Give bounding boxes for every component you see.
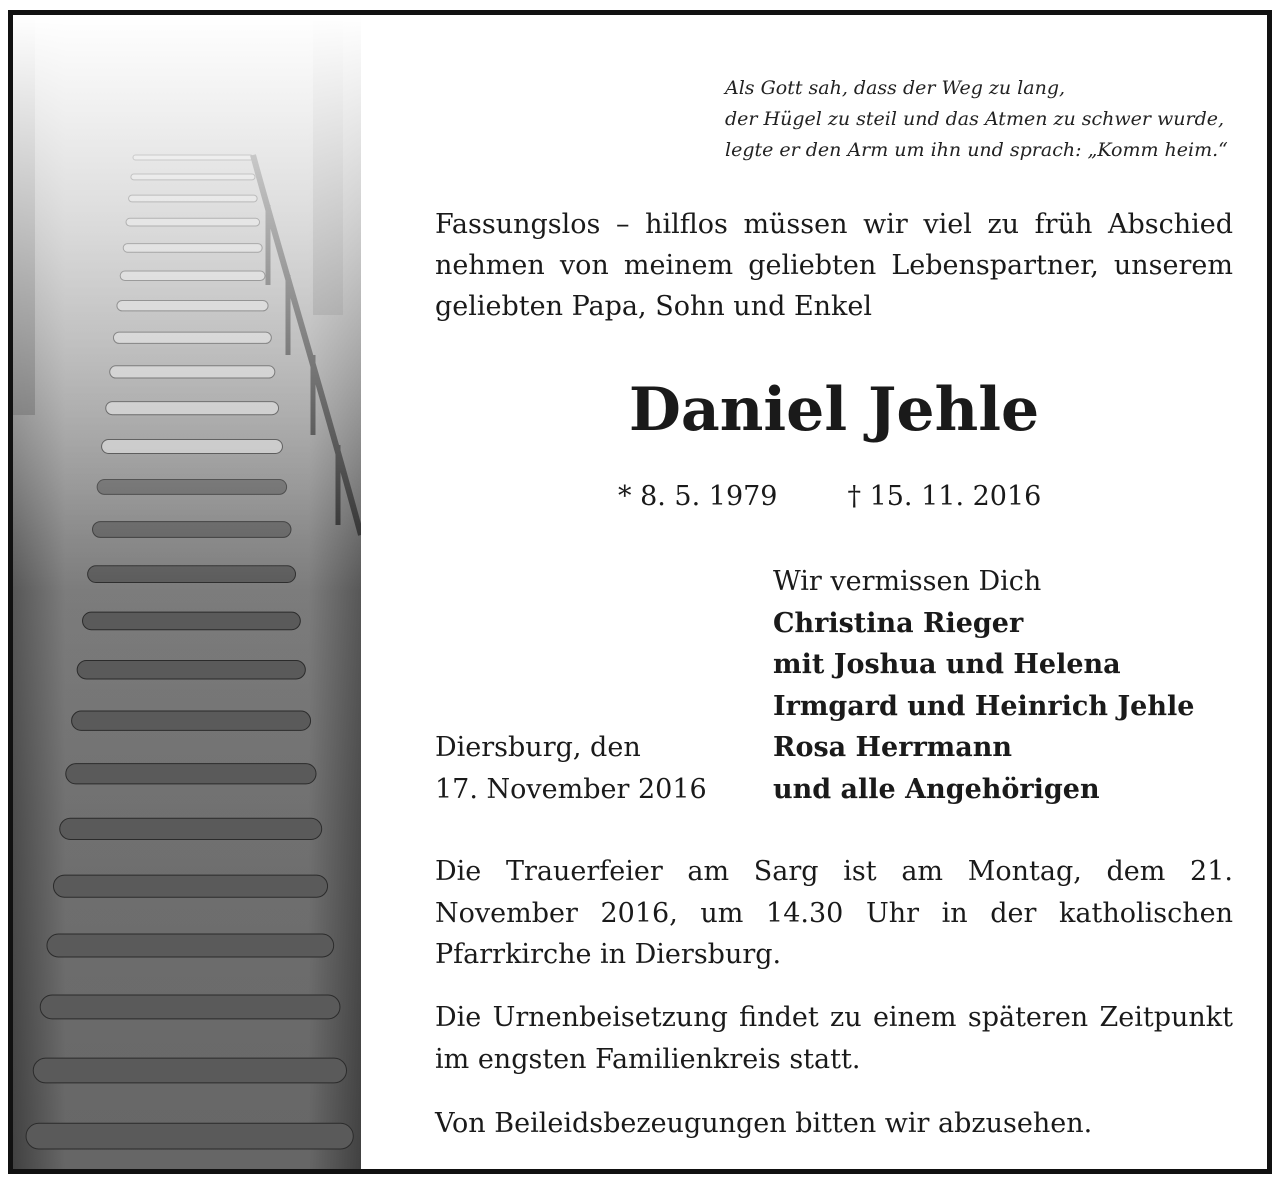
mourners-intro: Wir vermissen Dich — [773, 566, 1042, 597]
obituary-frame — [8, 10, 1272, 1174]
condolence-notice: Von Beileidsbezeugungen bitten wir abzusehen. — [435, 1108, 1093, 1139]
date-line: 17. November 2016 — [435, 773, 707, 805]
intro-text: Fassungslos – hilflos müssen wir viel zu früh Abschied nehmen von meinem geliebten Lebenspartner, unserem geliebten Papa, Sohn und Enkel — [435, 209, 1233, 322]
funeral-notice: Die Trauerfeier am Sarg ist am Montag, dem 21. November 2016, um 14.30 Uhr in der katholischen Pfarrkirche in Diersburg. — [435, 856, 1233, 970]
quote-line: legte er den Arm um ihn und sprach: „Komm heim.“ — [725, 139, 1228, 161]
staircase-photo — [13, 15, 361, 1169]
mourner-name: und alle Angehörigen — [773, 773, 1100, 805]
death-date: † 15. 11. 2016 — [847, 481, 1042, 512]
deceased-name: Daniel Jehle — [628, 375, 1040, 445]
life-dates — [618, 479, 1041, 515]
urn-notice: Die Urnenbeisetzung findet zu einem späteren Zeitpunkt im engsten Familienkreis statt. — [435, 1002, 1233, 1075]
mourners-block — [773, 561, 1194, 811]
place-line: Diersburg, den — [435, 732, 641, 763]
quote-line: Als Gott sah, dass der Weg zu lang, — [725, 77, 1066, 99]
mourner-name: mit Joshua und Helena — [773, 649, 1121, 681]
quote-line: der Hügel zu steil und das Atmen zu schwer wurde, — [725, 108, 1225, 130]
staircase-illustration — [13, 15, 361, 1169]
mourner-name: Christina Rieger — [773, 607, 1024, 639]
memorial-quote — [725, 73, 1245, 166]
birth-date: * 8. 5. 1979 — [618, 481, 778, 512]
mourner-name: Irmgard und Heinrich Jehle — [773, 690, 1195, 722]
mourner-name: Rosa Herrmann — [773, 732, 1013, 764]
place-date — [435, 727, 707, 810]
